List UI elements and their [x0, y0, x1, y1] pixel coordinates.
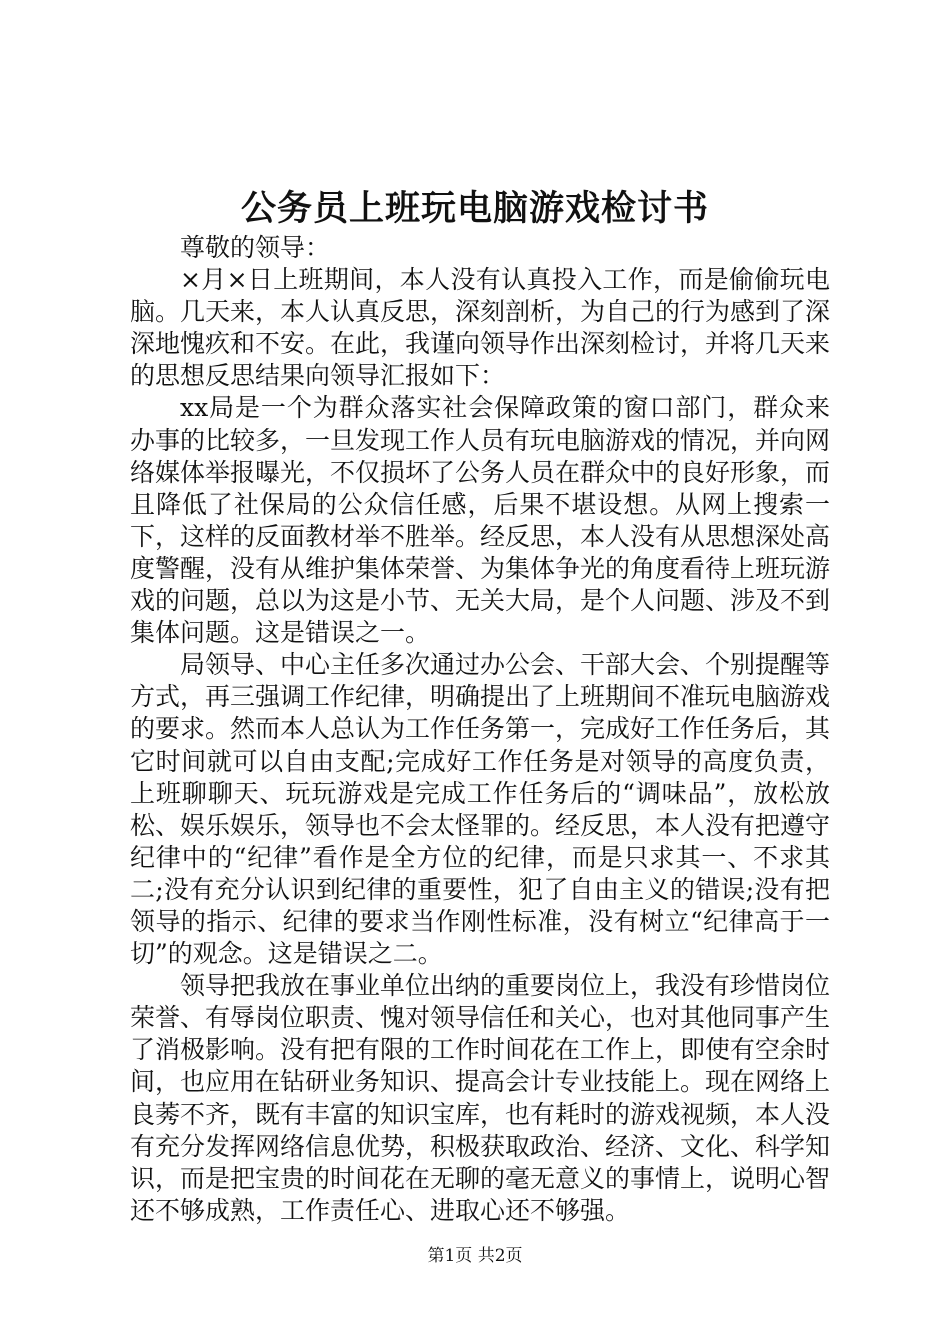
document-body	[130, 232, 830, 1227]
paragraph-1: ×月×日上班期间，本人没有认真投入工作，而是偷偷玩电脑。几天来，本人认真反思，深刻剖析，为自己的行为感到了深深地愧疚和不安。在此，我谨向领导作出深刻检讨，并将几天来的思想反思结果向领导汇报如下：	[130, 265, 831, 391]
paragraph-3: 局领导、中心主任多次通过办公会、干部大会、个别提醒等方式，再三强调工作纪律，明确提出了上班期间不准玩电脑游戏的要求。然而本人总认为工作任务第一，完成好工作任务后，其它时间就可以自由支配;完成好工作任务是对领导的高度负责，上班聊聊天、玩玩游戏是完成工作任务后的“调味品”，放松放松、娱乐娱乐，领导也不会太怪罪的。经反思，本人没有把遵守纪律中的“纪律”看作是全方位的纪律，而是只求其一、不求其二;没有充分认识到纪律的重要性，犯了自由主义的错误;没有把领导的指示、纪律的要求当作刚性标准，没有树立“纪律高于一切”的观念。这是错误之二。	[130, 650, 831, 969]
document-title: 公务员上班玩电脑游戏检讨书	[240, 188, 709, 229]
paragraph-2: xx局是一个为群众落实社会保障政策的窗口部门，群众来办事的比较多，一旦发现工作人员有玩电脑游戏的情况，并向网络媒体举报曝光，不仅损坏了公务人员在群众中的良好形象，而且降低了社保局的公众信任感，后果不堪设想。从网上搜索一下，这样的反面教材举不胜举。经反思，本人没有从思想深处高度警醒，没有从维护集体荣誉、为集体争光的角度看待上班玩游戏的问题，总以为这是小节、无关大局，是个人问题、涉及不到集体问题。这是错误之一。	[130, 393, 831, 648]
salutation: 尊敬的领导：	[180, 233, 331, 262]
page-number-footer: 第1页 共2页	[427, 1246, 523, 1266]
paragraph-4: 领导把我放在事业单位出纳的重要岗位上，我没有珍惜岗位荣誉、有辱岗位职责、愧对领导信任和关心，也对其他同事产生了消极影响。没有把有限的工作时间花在工作上，即使有空余时间，也应用在钻研业务知识、提高会计专业技能上。现在网络上良莠不齐，既有丰富的知识宝库，也有耗时的游戏视频，本人没有充分发挥网络信息优势，积极获取政治、经济、文化、科学知识，而是把宝贵的时间花在无聊的毫无意义的事情上，说明心智还不够成熟，工作责任心、进取心还不够强。	[130, 971, 831, 1225]
